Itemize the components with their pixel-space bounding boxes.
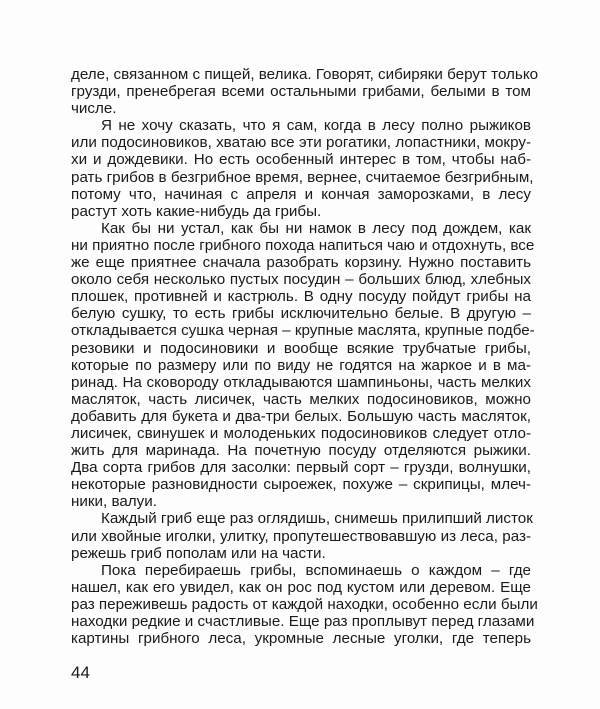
text-line: хи и дождевики. Но есть особенный интерес в том, чтобы наб- [71, 151, 531, 169]
paragraph [71, 66, 539, 118]
text-line: масляток, часть лисичек, часть мелких подосиновиков, можно [71, 390, 531, 408]
text-line: грузди, пренебрегая всеми остальными грибами, белыми в том [71, 83, 531, 101]
text-line: находки редкие и счастливые. Еще раз проплывут перед глазами [71, 613, 535, 630]
text-line: ни приятно после грибного похода напиться чаю и отдохнуть, все [71, 236, 535, 254]
paragraph [71, 219, 535, 511]
text-line: растут хоть какие-нибудь да грибы. [71, 202, 322, 220]
text-line: рать грибов в безгрибное время, вернее, считаемое безгрибным, [71, 168, 534, 186]
text-line: же еще приятнее сначала разобрать корзину. Нужно поставить [71, 254, 531, 272]
paragraph [71, 561, 538, 648]
text-line: Каждый гриб еще раз оглядишь, снимешь прилипший листок [101, 510, 533, 528]
body-text [71, 66, 539, 648]
text-line: ринад. На сковороду откладываются шампиньоны, часть мелких [71, 373, 531, 391]
text-line: около себя несколько пустых посудин – больших блюд, хлебных [71, 271, 531, 289]
text-line: режешь гриб пополам или на части. [71, 544, 326, 562]
page-number: 44 [71, 663, 90, 682]
text-line: некоторые разновидности сыроежек, похуже – скрипицы, млеч- [71, 476, 531, 494]
text-line: резовики и подосиновики и вообще всякие трубчатые грибы, [71, 339, 531, 357]
text-line: плошек, противней и кастрюль. В одну посуду пойдут грибы на [71, 288, 531, 306]
text-line: числе. [71, 100, 117, 118]
paragraph [71, 510, 531, 561]
text-line: Пока перебираешь грибы, вспоминаешь о каждом – где [101, 561, 531, 579]
text-line: жить для маринада. На почетную посуду отделяются рыжики. [71, 442, 531, 460]
text-line: Я не хочу сказать, что я сам, когда в лесу полно рыжиков [101, 117, 531, 135]
text-line: белую сушку, то есть грибы исключительно белые. В другую – [71, 305, 531, 323]
text-line: Два сорта грибов для засолки: первый сорт – грузди, волнушки, [71, 459, 531, 477]
text-line: Как бы ни устал, как бы ни намок в лесу под дождем, как [101, 219, 531, 237]
text-line: ники, валуи. [71, 493, 157, 511]
text-line: или хвойные иголки, улитку, пропутешествовавшую из леса, раз- [71, 527, 531, 545]
text-line: раз переживешь радость от каждой находки, особенно если были [71, 595, 538, 613]
text-line: откладывается сушка черная – крупные маслята, крупные подбе- [71, 322, 535, 340]
paragraph [71, 117, 534, 220]
text-line: нашел, как его увидел, как он рос под кустом или деревом. Еще [71, 578, 531, 596]
text-line: которые по размеру или по виду не годятся на жаркое и в ма- [71, 356, 531, 374]
text-line: картины грибного леса, укромные лесные уголки, где теперь [71, 630, 531, 648]
text-line: или подосиновиков, хватаю все эти рогатики, лопастники, мокру- [71, 134, 531, 152]
text-line: лисичек, свинушек и молоденьких подосиновиков следует отло- [71, 424, 531, 442]
text-line: добавить для букета и два-три белых. Большую часть масляток, [71, 407, 531, 425]
text-line: деле, связанном с пищей, велика. Говорят, сибиряки берут только [71, 66, 539, 83]
text-line: потому что, начиная с апреля и кончая заморозками, в лесу [71, 185, 531, 203]
